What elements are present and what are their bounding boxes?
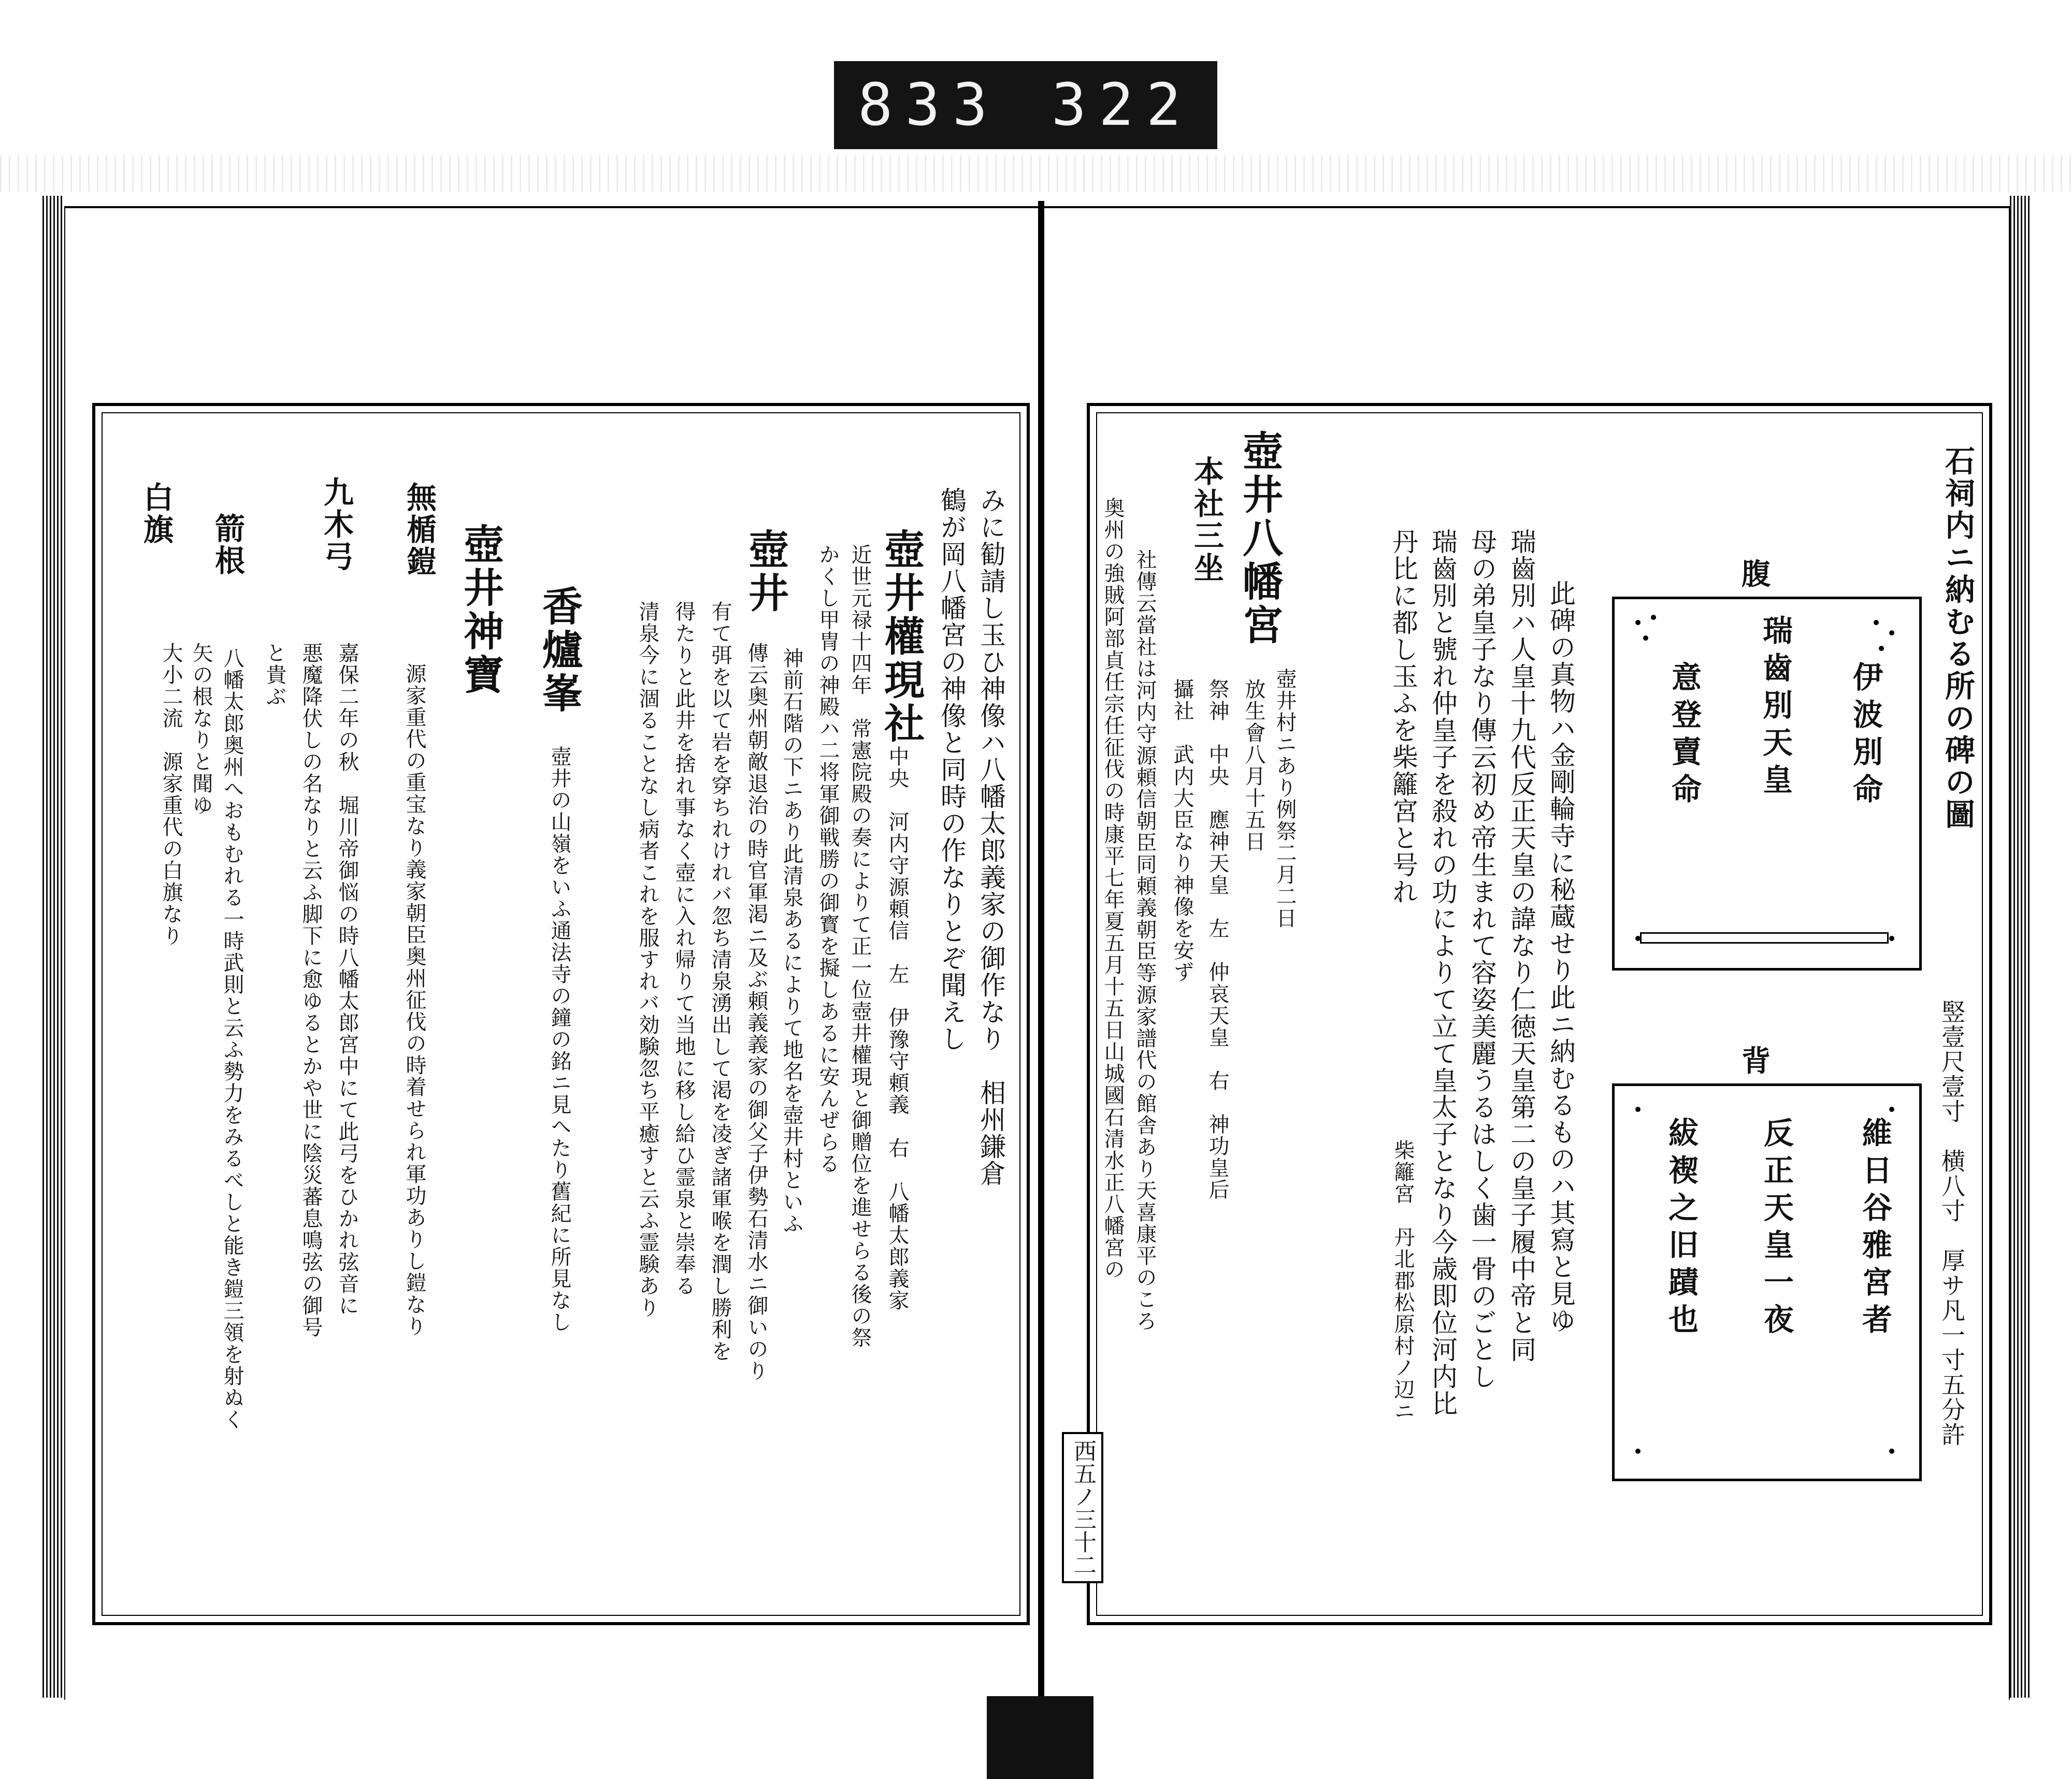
page-number: 西五ノ三十二 xyxy=(1062,1432,1103,1583)
armor-text: 源家重代の重宝なり義家朝臣奥州征伐の時着せられ軍功ありし鎧なり xyxy=(402,663,426,1337)
shrine-deities: 祭神 中央 應神天皇 左 仲哀天皇 右 神功皇后 xyxy=(1205,678,1229,1201)
book-page-edges-right xyxy=(2010,196,2031,1698)
bow-text-line-3: と貴ぶ xyxy=(263,642,286,707)
stele-diagram-title: 石祠内ニ納むる所の碑の圖 xyxy=(1940,445,1975,831)
book-page-edges-left xyxy=(42,196,63,1698)
arrowhead-title: 箭根 xyxy=(210,513,245,577)
stele-text-line-3: 母の弟皇子なり傳云初め帝生まれて容姿美麗うるはしく歯一骨のごとし xyxy=(1467,528,1497,1390)
stele-plinth xyxy=(1640,932,1889,944)
bow-text-line-1: 嘉保二年の秋 堀川帝御悩の時八幡太郎宮中にて此弓をひかれ弦音に xyxy=(335,642,359,1317)
arrowhead-text-line-2: 矢の根なりと聞ゆ xyxy=(189,642,213,816)
shrine-title: 壺井八幡宮 xyxy=(1236,430,1283,647)
counter-right-number: 322 xyxy=(1051,71,1193,139)
white-flag-text: 大小二流 源家重代の白旗なり xyxy=(159,642,183,947)
continuation-line-2: 鶴が岡八幡宮の神像と同時の作なりとぞ聞えし xyxy=(937,487,967,1052)
well-text-line-5: 清泉今に涸ることなし病者これを服すれバ効験忽ち平癒すと云ふ霊験あり xyxy=(636,601,659,1319)
stele-front-line-1: 伊波別命 xyxy=(1848,661,1883,811)
well-text-line-3: 有て弭を以て岩を穿ちれけれバ忽ち清泉湧出して渇を凌ぎ諸軍喉を潤し勝利を xyxy=(708,601,732,1362)
shrine-history-line-2: 奥州の強賊阿部貞任宗任征伐の時康平七年夏五月十五日山城國石清水正八幡宮の xyxy=(1101,497,1125,1280)
stele-text-line-2: 瑞齒別ハ人皇十九代反正天皇の諱なり仁徳天皇第二の皇子履中帝と同 xyxy=(1506,528,1536,1363)
archive-counter-plate xyxy=(834,61,1217,149)
bow-text-line-2: 悪魔降伏しの名なりと云ふ脚下に愈ゆるとかや世に陰災蕃息鳴弦の御号 xyxy=(299,642,323,1338)
stele-back-label: 背 xyxy=(1742,1044,1771,1078)
shrine-history-line-1: 社傳云當社は河内守源頼信朝臣同頼義朝臣等源家譜代の館舎あり天喜康平のころ xyxy=(1133,549,1157,1332)
well-title: 壺井 xyxy=(742,528,789,615)
stele-back-line-2: 反正天皇一夜 xyxy=(1759,1117,1794,1341)
shrine-festival: 放生會八月十五日 xyxy=(1242,678,1265,852)
stele-front-diagram xyxy=(1612,597,1922,971)
shrine-secondary: 攝社 武内大臣なり神像を安ず xyxy=(1170,678,1194,983)
censer-peak-text: 壺井の山嶺をいふ通法寺の鐘の銘ニ見へたり舊紀に所見なし xyxy=(548,746,571,1333)
stele-text-line-1: 此碑の真物ハ金剛輪寺に秘蔵せり此ニ納むるものハ其寫と見ゆ xyxy=(1546,580,1576,1334)
stele-text-line-5: 丹比に都し玉ふを柴籬宮と号れ xyxy=(1388,528,1418,905)
scan-noise-strip xyxy=(0,155,2072,192)
gongen-shrine-title: 壺井權現社 xyxy=(877,528,925,746)
white-flag-title: 白旗 xyxy=(138,482,174,546)
gongen-text-line-2: 近世元禄十四年 常憲院殿の奏によりて正一位壺井權現と御贈位を進せらる後の祭 xyxy=(848,544,872,1349)
bow-title: 九木弓 xyxy=(319,476,354,573)
stele-back-line-1: 維日谷雅宮者 xyxy=(1857,1117,1892,1341)
stele-back-diagram xyxy=(1612,1083,1922,1481)
shrine-main-shrine: 本社三坐 xyxy=(1189,456,1224,584)
counter-left-number: 833 xyxy=(858,71,1000,139)
stele-front-line-3: 意登賣命 xyxy=(1666,661,1702,811)
gongen-text-line-3: かくし甲冑の神殿ハ二将軍御戦勝の御寳を擬しあるに安んぜらる xyxy=(816,544,840,1175)
treasures-title: 壺井神寶 xyxy=(457,523,504,697)
armor-title: 無楯鎧 xyxy=(401,482,437,578)
gongen-text-line-1: 中央 河内守源頼信 左 伊豫守頼義 右 八幡太郎義家 xyxy=(885,746,909,1311)
stele-front-label: 腹 xyxy=(1742,557,1771,591)
arrowhead-text-line-1: 八幡太郎奥州へおもむれる一時武則と云ふ勢力をみるべしと能き鎧三領を射ぬく xyxy=(220,647,244,1430)
shrine-location: 壺井村ニあり例祭二月二日 xyxy=(1273,668,1297,929)
well-text-line-4: 得たりと此井を捨れ事なく壺に入れ帰りて当地に移し給ひ霊泉と崇奉る xyxy=(672,601,696,1297)
continuation-line-1: みに勧請し玉ひ神像ハ八幡太郎義家の御作なり 相州鎌倉 xyxy=(976,487,1006,1187)
well-text-line-2: 傳云奥州朝敵退治の時官軍渇ニ及ぶ頼義義家の御父子伊勢石清水ニ御いのり xyxy=(744,642,768,1382)
stele-front-line-2: 瑞齒別天皇 xyxy=(1758,615,1793,801)
stele-text-note: 柴籬宮 丹北郡松原村ノ辺ニ xyxy=(1391,1139,1415,1422)
censer-peak-title: 香爐峯 xyxy=(536,585,583,716)
stele-dimensions: 竪壹尺壹寸 横八寸 厚サ凡一寸五分許 xyxy=(1938,1000,1966,1447)
stele-back-line-3: 紱褉之旧蹟也 xyxy=(1663,1117,1699,1341)
well-text-line-1: 神前石階の下ニあり此清泉あるによりて地名を壺井村といふ xyxy=(780,647,803,1235)
stele-text-line-4: 瑞齒別と號れ仲皇子を殺れの功によりて立て皇太子となり今歳即位河内比 xyxy=(1428,528,1458,1417)
book-spine xyxy=(1038,201,1044,1779)
spine-shadow-block xyxy=(987,1696,1093,1779)
